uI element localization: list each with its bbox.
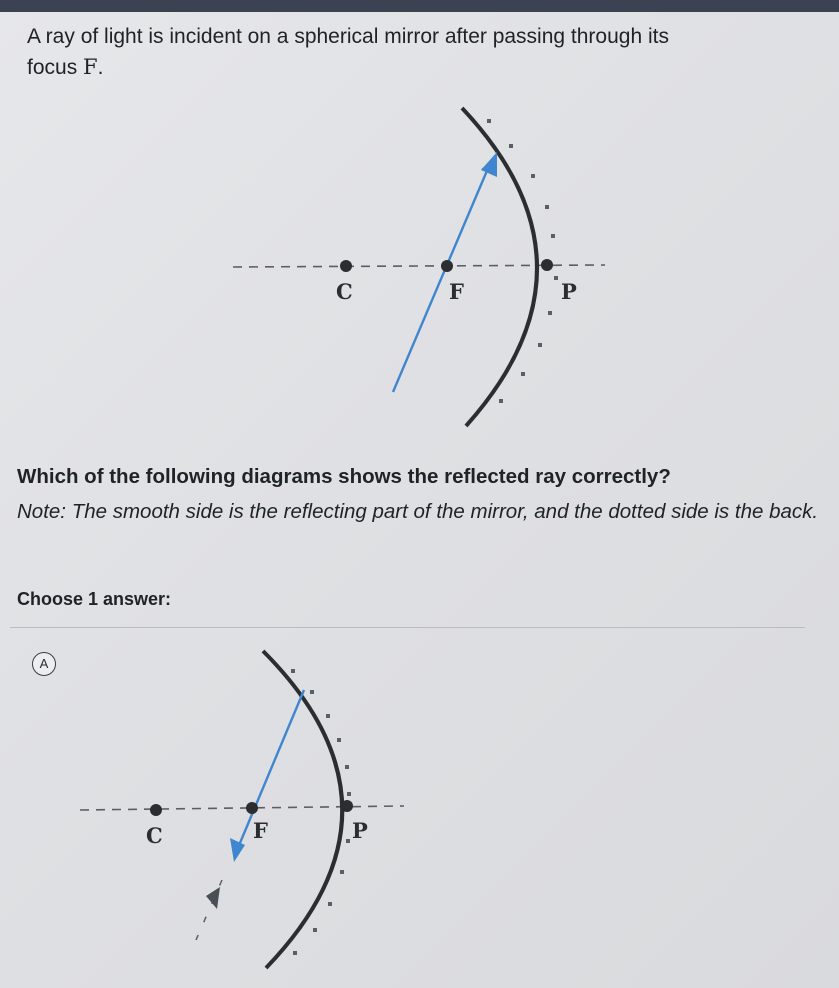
choice-a-label-f: F <box>253 818 268 843</box>
choice-a-ray-arrowhead <box>230 838 245 862</box>
question-prompt: Which of the following diagrams shows the reflected ray correctly? <box>17 465 671 488</box>
incident-ray-arrowhead <box>481 152 497 177</box>
choice-a-point-c <box>150 804 162 816</box>
point-c <box>340 260 352 272</box>
question-line-2-suffix: . <box>97 56 104 79</box>
choice-a-point-p <box>341 800 353 812</box>
question-line-2-prefix: focus <box>27 56 84 79</box>
choice-a-diagram <box>80 651 404 968</box>
choice-a-mirror <box>263 651 342 968</box>
question-note: Note: The smooth side is the reflecting part of the mirror, and the dotted side is the back. <box>17 500 819 523</box>
concave-mirror <box>462 108 537 426</box>
choice-a-label-c: C <box>146 823 163 848</box>
label-c: C <box>336 279 353 304</box>
question-line-1: A ray of light is incident on a spherical mirror after passing through its <box>27 25 669 48</box>
choice-a-reflected-ray <box>240 690 304 843</box>
incident-ray <box>393 166 489 392</box>
choice-a-label-p: P <box>352 818 368 843</box>
choice-a-letter: A <box>39 656 49 671</box>
label-f: F <box>449 279 464 304</box>
choice-a-radio[interactable] <box>32 652 56 676</box>
choice-a-principal-axis <box>80 806 404 810</box>
choice-a-point-f <box>246 802 258 814</box>
point-p <box>541 259 553 271</box>
choose-answer-label: Choose 1 answer: <box>17 589 172 609</box>
focus-symbol: F <box>83 55 98 79</box>
choice-a-dashed-arrowhead <box>206 887 220 909</box>
divider <box>10 627 805 628</box>
point-f <box>441 260 453 272</box>
label-p: P <box>561 279 577 304</box>
